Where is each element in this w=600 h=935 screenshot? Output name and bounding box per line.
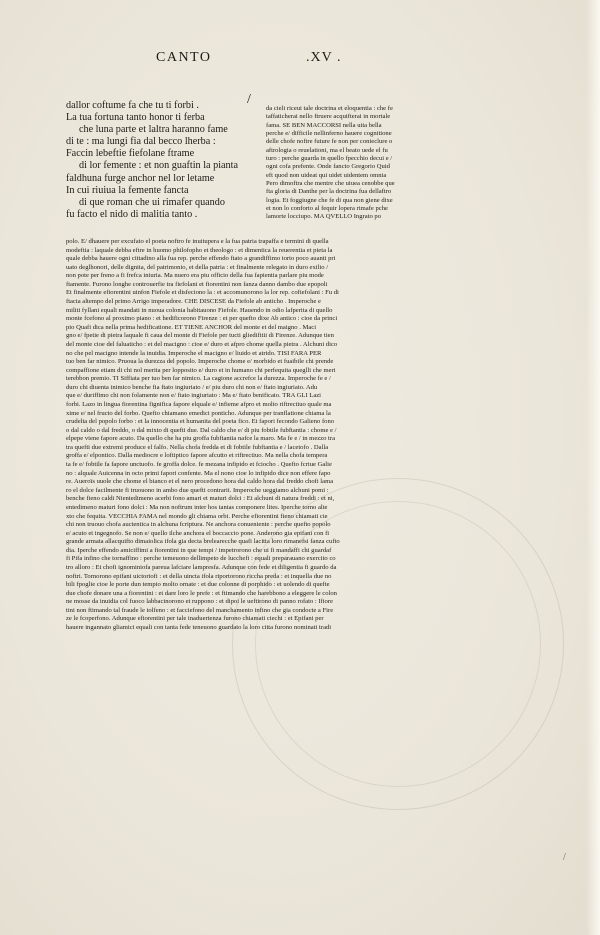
commentary-line: due chofe donare una a fiorentini : et dare loro le prefe : et ftimando che harebbono a eleggere le colon bbox=[66, 589, 337, 597]
commentary-line: aftrologia o reuelationi, ma el beato uede el fu bbox=[266, 146, 388, 154]
commentary-line: non pote per freno a fi frefca iniuria. Ma nuero era piu officio della fua fapientia parlare piu mode bbox=[66, 272, 324, 280]
commentary-line: monte fcefono al proximo piano : et hedificorono Firenze : et per quefto dixe Ab antico : cioe da princi bbox=[66, 315, 338, 323]
verse-line: di te : ma lungi fia dal becco lherba : bbox=[66, 136, 216, 148]
verse-line: che luna parte et laltra haranno fame bbox=[79, 124, 228, 136]
margin-quote-mark: / bbox=[247, 92, 251, 107]
commentary-line: terebbon premio. TI Siffiata per tuo ben far nimico. La cagione accrefce la durezza. Imperoche fe e / bbox=[66, 375, 331, 383]
commentary-line: et non lo conforto al fequir lopera rimafe pche bbox=[266, 205, 388, 213]
commentary-body bbox=[66, 238, 532, 633]
commentary-line: noftri. Tornorono epifani uictoriofi : et della uincta ifola riportorono riccha preda : et inquella due no bbox=[66, 572, 332, 580]
commentary-line: gno e/ fpetie di pietra laquale fi caua del monte di Fiefole per tucti gliedifitii di Firenze. Adunque tien bbox=[66, 332, 334, 340]
commentary-line: re. Aueroïs uuole che chome el bianco et el nero procedono hora dal caldo hora dal freddo chofi lama bbox=[66, 478, 334, 486]
commentary-line: bili fpoglie cioe le porte dun tempio molto ornate : et due colonne di porphido : et uolendo di quefte bbox=[66, 581, 330, 589]
commentary-line: entedimeno maturi fono dolci : Ma non noftrum inter hos tantas componere lites. Iperche torno alte bbox=[66, 503, 328, 511]
verse-line: dallor coftume fa che tu ti forbi . bbox=[66, 100, 199, 111]
commentary-line: grande armata allacquifto dimaiolica ifola gia decta brelearecche quafi lacitta loro rimanefsi fanza cufto bbox=[66, 538, 340, 546]
commentary-line: lamorte locciupo. MA QVELLO Ingrato po bbox=[266, 213, 381, 221]
commentary-line: benche fieno caldi Nientedimeno acerbi fono amari et maturi dolci : Et alchuni di natura freddi : et ni, bbox=[66, 495, 335, 503]
commentary-line: Et finalmente efiorentini uinfon Fiefole et disfeciono la : et accomunorono la lor rep. cofiefolani : Fu di bbox=[66, 289, 339, 297]
verse-line: La tua fortuna tanto honor ti ferba bbox=[66, 112, 205, 124]
commentary-line: tra quefti due extremi produce el falfo. Nella chofa fredda et di fobtile fubftantia e / lacetofo . Dalla bbox=[66, 443, 329, 451]
commentary-line: logia. Et foggiugne che fe di qua non giene dixe bbox=[266, 196, 393, 204]
commentary-line: ne mosse da inuidia col fuoco labbacinorono et ruppono : et dipoi le ueftirono di panno rofato : Ifiore bbox=[66, 598, 333, 606]
commentary-line: taffaticherai nello ftruere acquifterai in mortale bbox=[266, 113, 391, 121]
canto-number: .XV . bbox=[306, 50, 342, 65]
commentary-line: fta gloria di Danthe per la doctrina fua dellaftro bbox=[266, 188, 392, 196]
commentary-line: tuo ben far nimico. Pruoua la durezza del popolo. Imperoche chome e/ morbido et fuaibile chi prende bbox=[66, 358, 334, 366]
commentary-line: da cieli riceui tale doctrina et eloquentia : che fe bbox=[266, 105, 393, 112]
commentary-line: duro chi diuenta inimico benche fia ftato ingiuriato / e/ piu duro chi non e/ ftato ingiuriato. Adu bbox=[66, 383, 318, 391]
commentary-line: crudelta del popolo forbo : et la innocentia et humanita del poeta fico. Et fapori fecondo Galieno fono bbox=[66, 418, 335, 426]
commentary-line: uato deglhonori, delle dignita, del patrimonio, et della patria : et finalmente relegato in duro exilio / bbox=[66, 263, 329, 271]
commentary-line: forbi. Lazo in lingua fiorentina fignifica fapore elquale e/ infieme afpro et molto riftrectiuo quale ma bbox=[66, 400, 332, 408]
commentary-line: polo. E/ dhauere per excufato el poeta noftro fe inuitupera e la fua patria trapaffa e termini di quella bbox=[66, 238, 329, 245]
commentary-line: fama. SE BEN MACCORSI nella uita bella bbox=[266, 121, 382, 129]
verse-line: faldhuna furge anchor nel lor letame bbox=[66, 172, 215, 184]
verse-block bbox=[66, 100, 256, 221]
commentary-line: ro el dolce facilmente fi truouono in ambo due quefti contrarii. Imperoche ueggiamo alchuni pomi : bbox=[66, 486, 329, 494]
running-header bbox=[0, 50, 600, 70]
commentary-line: ze le fcoperfono. Adunque efiorentini per tale inaduertenza furono chiamati ciechi : et Epifani per bbox=[66, 615, 324, 623]
commentary-line: modeftia : laquale debba eftre in huomo philofopho et theologo : et dimentica la reuerentia et pieta la bbox=[66, 246, 333, 254]
commentary-line: no : alquale Auicenna in octo primi fapori confente. Ma el nono cioe lo infipido dice non effere fapo bbox=[66, 469, 331, 477]
commentary-line: dia. Iperche effendo amiciffimi a fiorentini in que tempi / impetrorono che ui fi mandaffi chi guardaf bbox=[66, 546, 332, 554]
commentary-line: hauere ingannato gliamici equali con tanta fede teneuono guardato la loro citta furono nominati tradi bbox=[66, 624, 332, 632]
commentary-line: del monte cioe del faluaticho : et del macigno : cioe e/ duro et afpro chome quella pietra . Alchuni dico bbox=[66, 340, 338, 348]
commentary-line: pio Quafi dica nella prima hedificatione. ET TIENE ANCHOR del monte et del maigno . Maci bbox=[66, 323, 317, 331]
commentary-line: tro alloro : Et chofi ignominiofa pareua lafciare lampresfa. Adunque con fede et diligentia fi guardo da bbox=[66, 563, 337, 571]
commentary-line: no che pel macigno intende la inuidia. Imperoche el macigno e/ liuido et atrido. TISI FARA PER bbox=[66, 349, 322, 357]
verse-line: fu facto el nido di malitia tanto . bbox=[66, 208, 198, 220]
commentary-line: ta fe e/ fobtile fa fapore unctuofo. fe groffa dolce. fe mezana infipido et fciocho . Quefto fcriue Galie bbox=[66, 461, 332, 469]
commentary-line: groffa e/ elpontico. Dalla mediocre e loftiptico fapore afcutto et riftrectiuo. Ma nella chofa tempera bbox=[66, 452, 328, 460]
commentary-line: militi fyllani equali mandati in nuoua colonia habitauono Fiefole. Hauendo in odio lafperita di quello bbox=[66, 306, 333, 314]
commentary-line: quale debba hauere ogni cittadino alla fua rep. perche effendo ftato a grandiffimo torto poco auanti pri bbox=[66, 255, 336, 263]
commentary-line: xime e/ nel fructo del forbo. Quefto chiamano emedici ponticho. Adunque per tranflatione chiama la bbox=[66, 409, 331, 417]
commentary-column-top bbox=[266, 105, 474, 222]
commentary-line: elpepe viene fapore acuto. Da quello che ha piu groffa fubftantia nafce la maro. Ma fe e / in mezzo tra bbox=[66, 435, 335, 443]
commentary-line: xto che fequita. VECCHIA FAMA nel mondo gli chiama orbi. Perche efiorentini fieno chiamati cie bbox=[66, 512, 328, 520]
commentary-line: turo : perche guarda in quello fpecchio decui e / bbox=[266, 155, 393, 163]
verse-line: In cui riuiua la femente fancta bbox=[66, 184, 189, 196]
commentary-line: tini non ftimando tal fraude le tolfeno : et facciefono del manchamento infino che gia condocte a Fire bbox=[66, 606, 334, 614]
canto-heading: CANTO bbox=[156, 50, 212, 65]
commentary-line: perche e/ difficile nellinferno hauere cognitione bbox=[266, 130, 392, 138]
commentary-line: que e/ duriffimo chi non folamente non e/ ftato ingiuriato : Ma e/ ftato benificato. TRA GLI Lazi bbox=[66, 392, 322, 400]
commentary-line: ftacta altempo del primo Arrigo imperadore. CHE DISCESE da Fiefole ab anticho . Imperoche e bbox=[66, 298, 321, 306]
verse-line: di lor femente : et non guaftin la pianta bbox=[79, 160, 238, 172]
commentary-line: eft quod non uideat qui uidet uidentem omnia bbox=[266, 171, 387, 179]
commentary-line: ftamente. Furono longhe controuerfie tra fiefolani et fiorentini non fanza danno dambo due epopoli bbox=[66, 280, 328, 288]
commentary-line: chi non truouo chofa auctentica in alchuna fcriptura. Ne anchora conueniente : perche quefto popolo bbox=[66, 521, 331, 529]
commentary-line: delle chofe noftre future fe non per conieclure o bbox=[266, 138, 393, 146]
commentary-line: e/ acuto et ingegnofo. Se non e/ quello ilche anchora el boccaccio pone. Anderono gia epifani con fi bbox=[66, 529, 330, 537]
commentary-line: fi Pifa infino che tornaffino : perche temeuono dellimpeto de lucchefi : equali preparauano exercito co bbox=[66, 555, 336, 563]
commentary-line: compaffione etiam di chi nol merita per lopposito e/ duro et in humano chi perfequita queglli che meri bbox=[66, 366, 336, 374]
commentary-line: Pero dimoftra che mentre che uiuea cenobbe que bbox=[266, 180, 395, 188]
verse-line: di que roman che ui rimafer quando bbox=[79, 196, 225, 208]
commentary-line: ogni cofa prefente. Onde fancto Gregorio Quid bbox=[266, 163, 390, 171]
commentary-line: o dal caldo o dal freddo, o dal mixto di quefti due. Dal caldo che e/ di piu fobtile fubftantia : chome e / bbox=[66, 426, 337, 434]
verse-line: Faccin lebeftie fiefolane ftrame bbox=[66, 148, 195, 160]
margin-pen-mark: / bbox=[563, 852, 566, 863]
